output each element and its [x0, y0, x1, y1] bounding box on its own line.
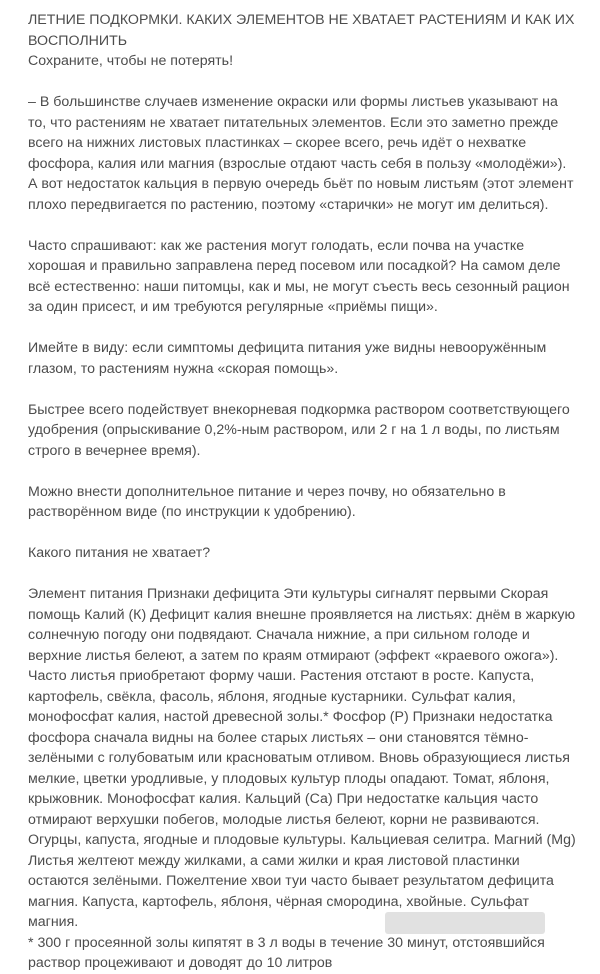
- paragraph-deficiency-table: Элемент питания Признаки дефицита Эти культуры сигналят первыми Скорая помощь Калий (К) Дефицит калия внешне проявляется на листьях: днём в жаркую солнечную погоду они подвядают. Сначала нижние, а при сильном голоде и верхние листья белеют, а затем по краям отмирают (эффект «краевого ожога»). Часто листья приобретают форму чаши. Растения отстают в росте. Капуста, картофель, свёкла, фасоль, яблоня, ягодные кустарники. Сульфат калия, монофосфат калия, настой древесной золы.* Фосфор (Р) Признаки недостатка фосфора сначала видны на более старых листьях – они становятся тёмно-зелёными с голубоватым или красноватым отливом. Вновь образующиеся листья мелкие, цветки уродливые, у плодовых культур плоды опадают. Томат, яблоня, крыжовник. Монофосфат калия. Кальций (Са) При недостатке кальция часто отмирают верхушки побегов, молодые листья белеют, корни не развиваются. Огурцы, капуста, ягодные и плодовые культуры. Кальциевая селитра. Магний (Mg) Листья желтеют между жилками, а сами жилки и края листовой пластинки остаются зелёными. Пожелтение хвои туи часто бывает результатом дефицита магния. Капуста, картофель, яблоня, чёрная смородина, хвойные. Сульфат магния.: [28, 586, 576, 930]
- article-title: ЛЕТНИЕ ПОДКОРМКИ. КАКИХ ЭЛЕМЕНТОВ НЕ ХВАТАЕТ РАСТЕНИЯМ И КАК ИХ ВОСПОЛНИТЬ: [28, 12, 575, 49]
- article: [28, 10, 576, 974]
- paragraph-intro: – В большинстве случаев изменение окраски или формы листьев указывают на то, что растениям не хватает питательных элементов. Если это заметно прежде всего на нижних листовых пластинках – скорее всего, речь идёт о нехватке фосфора, калия или магния (взрослые отдают часть себя в пользу «молодёжи»). А вот недостаток кальция в первую очередь бьёт по новым листьям (этот элемент плохо передвигается по растению, поэтому «старички» не могут им делиться).: [28, 94, 574, 213]
- section-heading: Какого питания не хватает?: [28, 545, 211, 561]
- article-subtitle: Сохраните, чтобы не потерять!: [28, 53, 234, 69]
- footnote: * 300 г просеянной золы кипятят в 3 л воды в течение 30 минут, отстоявшийся раствор процеживают и доводят до 10 литров: [28, 934, 545, 971]
- paragraph-foliar-feeding: Быстрее всего подействует внекорневая подкормка раствором соответствующего удобрения (опрыскивание 0,2%-ным раствором, или 2 г на 1 л воды, по листьям строго в вечернее время).: [28, 401, 570, 459]
- watermark-overlay: [385, 912, 545, 934]
- paragraph-questions: Часто спрашивают: как же растения могут голодать, если почва на участке хорошая и правильно заправлена перед посевом или посадкой? На самом деле всё естественно: наши питомцы, как и мы, не могут съесть весь сезонный рацион за один присест, и им требуются регулярные «приёмы пищи».: [28, 237, 570, 315]
- paragraph-warning: Имейте в виду: если симптомы дефицита питания уже видны невооружённым глазом, то растениям нужна «скорая помощь».: [28, 340, 547, 377]
- paragraph-soil-feeding: Можно внести дополнительное питание и через почву, но обязательно в растворённом виде (по инструкции к удобрению).: [28, 483, 506, 520]
